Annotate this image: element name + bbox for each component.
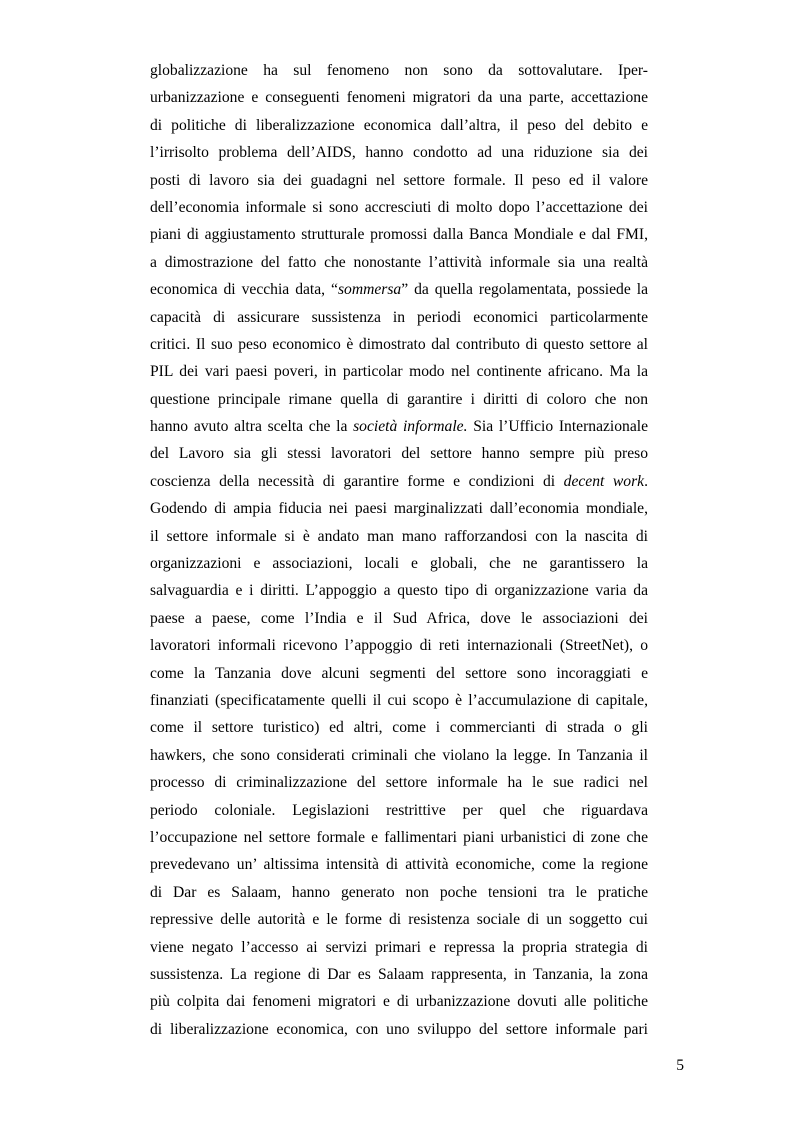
text-line (150, 523, 648, 550)
italic-text: sommersa (337, 281, 402, 299)
text-segment: PIL dei vari paesi poveri, in particolar modo nel continente africano. Ma la (150, 363, 648, 381)
text-line (150, 112, 648, 139)
text-segment: di Dar es Salaam, hanno generato non poche tensioni tra le pratiche (150, 883, 648, 901)
text-segment: di liberalizzazione economica, con uno sviluppo del settore informale pari (150, 1020, 648, 1038)
text-segment: coscienza della necessità di garantire forme e condizioni di (150, 472, 564, 490)
text-line (150, 769, 648, 796)
text-segment: repressive delle autorità e le forme di resistenza sociale di un soggetto cui (150, 911, 648, 929)
text-segment: Godendo di ampia fiducia nei paesi marginalizzati dall’economia mondiale, (150, 500, 648, 518)
text-line (150, 413, 648, 440)
text-segment: posti di lavoro sia dei guadagni nel settore formale. Il peso ed il valore (150, 171, 648, 189)
text-line (150, 57, 648, 84)
text-line (150, 632, 648, 659)
text-segment: capacità di assicurare sussistenza in periodi economici particolarmente (150, 308, 648, 326)
text-segment: l’occupazione nel settore formale e fallimentari piani urbanistici di zone che (150, 828, 648, 846)
text-segment: hawkers, che sono considerati criminali che violano la legge. In Tanzania il (150, 746, 648, 764)
italic-text: decent work (563, 472, 645, 490)
text-segment: urbanizzazione e conseguenti fenomeni migratori da una parte, accettazione (150, 89, 648, 107)
text-segment: prevedevano un’ altissima intensità di attività economiche, come la regione (150, 856, 648, 874)
text-line (150, 468, 648, 495)
text-line (150, 714, 648, 741)
text-line (150, 1016, 648, 1043)
text-line (150, 249, 648, 276)
text-line (150, 687, 648, 714)
text-segment: del Lavoro sia gli stessi lavoratori del settore hanno sempre più preso (150, 445, 648, 463)
text-line (150, 988, 648, 1015)
text-segment: processo di criminalizzazione del settore informale ha le sue radici nel (150, 774, 648, 792)
text-line (150, 742, 648, 769)
italic-text: società informale. (353, 418, 468, 436)
text-segment: periodo coloniale. Legislazioni restrittive per quel che riguardava (150, 801, 648, 819)
text-line (150, 276, 648, 303)
text-segment: economica di vecchia data, “ (150, 281, 338, 299)
text-line (150, 139, 648, 166)
text-line (150, 550, 648, 577)
body-text (150, 57, 648, 1043)
text-segment: finanziati (specificatamente quelli il cui scopo è l’accumulazione di capitale, (150, 691, 648, 709)
text-segment: Sia l’Ufficio Internazionale (467, 418, 649, 436)
text-segment: organizzazioni e associazioni, locali e globali, che ne garantissero la (150, 555, 648, 573)
text-segment: paese a paese, come l’India e il Sud Africa, dove le associazioni dei (150, 609, 648, 627)
text-segment: lavoratori informali ricevono l’appoggio di reti internazionali (StreetNet), o (150, 637, 648, 655)
text-segment: salvaguardia e i diritti. L’appoggio a questo tipo di organizzazione varia da (150, 582, 648, 600)
text-line (150, 440, 648, 467)
text-line (150, 824, 648, 851)
text-segment: globalizzazione ha sul fenomeno non sono da sottovalutare. Iper- (150, 62, 648, 79)
text-line (150, 221, 648, 248)
text-line (150, 797, 648, 824)
text-segment: dell’economia informale si sono accresciuti di molto dopo l’accettazione dei (150, 198, 648, 216)
text-segment: sussistenza. La regione di Dar es Salaam rappresenta, in Tanzania, la zona (150, 965, 648, 983)
text-line (150, 386, 648, 413)
text-line (150, 167, 648, 194)
text-line (150, 358, 648, 385)
text-line (150, 879, 648, 906)
text-segment: come il settore turistico) ed altri, come i commercianti di strada o gli (150, 719, 648, 737)
text-segment: piani di aggiustamento strutturale promossi dalla Banca Mondiale e dal FMI, (150, 226, 648, 244)
text-line (150, 961, 648, 988)
text-segment: come la Tanzania dove alcuni segmenti del settore sono incoraggiati e (150, 664, 648, 682)
text-segment: questione principale rimane quella di garantire i diritti di coloro che non (150, 390, 648, 408)
text-segment: a dimostrazione del fatto che nonostante l’attività informale sia una realtà (150, 253, 648, 271)
text-segment: l’irrisolto problema dell’AIDS, hanno condotto ad una riduzione sia dei (150, 144, 648, 162)
text-line (150, 84, 648, 111)
text-segment: hanno avuto altra scelta che la (150, 418, 354, 436)
text-line (150, 495, 648, 522)
text-segment: di politiche di liberalizzazione economica dall’altra, il peso del debito e (150, 116, 648, 134)
text-line (150, 660, 648, 687)
text-line (150, 194, 648, 221)
text-segment: il settore informale si è andato man mano rafforzandosi con la nascita di (150, 527, 648, 545)
text-line (150, 851, 648, 878)
text-line (150, 304, 648, 331)
text-segment: ” da quella regolamentata, possiede la (401, 281, 648, 299)
text-segment: critici. Il suo peso economico è dimostrato dal contributo di questo settore al (150, 335, 648, 353)
text-line (150, 906, 648, 933)
text-line (150, 331, 648, 358)
text-line (150, 605, 648, 632)
text-segment: . (644, 472, 648, 490)
page-number: 5 (676, 1057, 684, 1074)
text-line (150, 577, 648, 604)
text-segment: viene negato l’accesso ai servizi primari e repressa la propria strategia di (150, 938, 648, 956)
text-segment: più colpita dai fenomeni migratori e di urbanizzazione dovuti alle politiche (150, 993, 648, 1011)
text-line (150, 934, 648, 961)
